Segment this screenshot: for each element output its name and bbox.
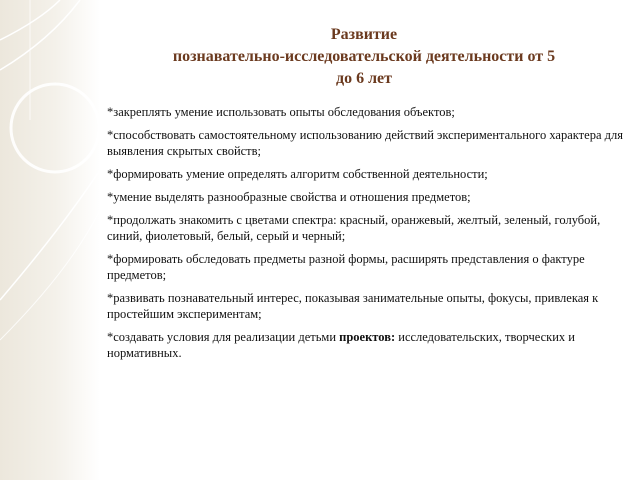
- title-line-3: до 6 лет: [335, 70, 393, 87]
- list-item: *формировать обследовать предметы разной формы, расширять представления о фактуре предметов;: [107, 252, 585, 282]
- list-item: *развивать познавательный интерес, показывая занимательные опыты, фокусы, привлекая к простейшим экспериментам;: [107, 291, 599, 321]
- decorative-curves: [0, 0, 100, 480]
- title-line-2: познавательно-исследовательской деятельности от 5: [172, 48, 556, 65]
- decorative-background: [0, 0, 100, 480]
- title-line-1: Развитие: [330, 26, 398, 43]
- list-item-prefix: *создавать условия для реализации детьми: [107, 330, 340, 344]
- list-item: [107, 329, 623, 361]
- list-item: *способствовать самостоятельному использованию действий экспериментального характера для выявления скрытых свойств;: [107, 128, 623, 158]
- list-item: *закреплять умение использовать опыты обследования объектов;: [107, 105, 455, 119]
- goals-list: [107, 104, 623, 368]
- list-item: *формировать умение определять алгоритм собственной деятельности;: [107, 167, 488, 181]
- list-item: *продолжать знакомить с цветами спектра: красный, оранжевый, желтый, зеленый, голубой, синий, фиолетовый, белый, серый и черный;: [107, 213, 601, 243]
- page-title: [108, 24, 620, 90]
- list-item-suffix: исследовательских, творческих и нормативных.: [107, 330, 575, 360]
- list-item: *умение выделять разнообразные свойства и отношения предметов;: [107, 190, 471, 204]
- list-item-bold: проектов:: [339, 330, 396, 344]
